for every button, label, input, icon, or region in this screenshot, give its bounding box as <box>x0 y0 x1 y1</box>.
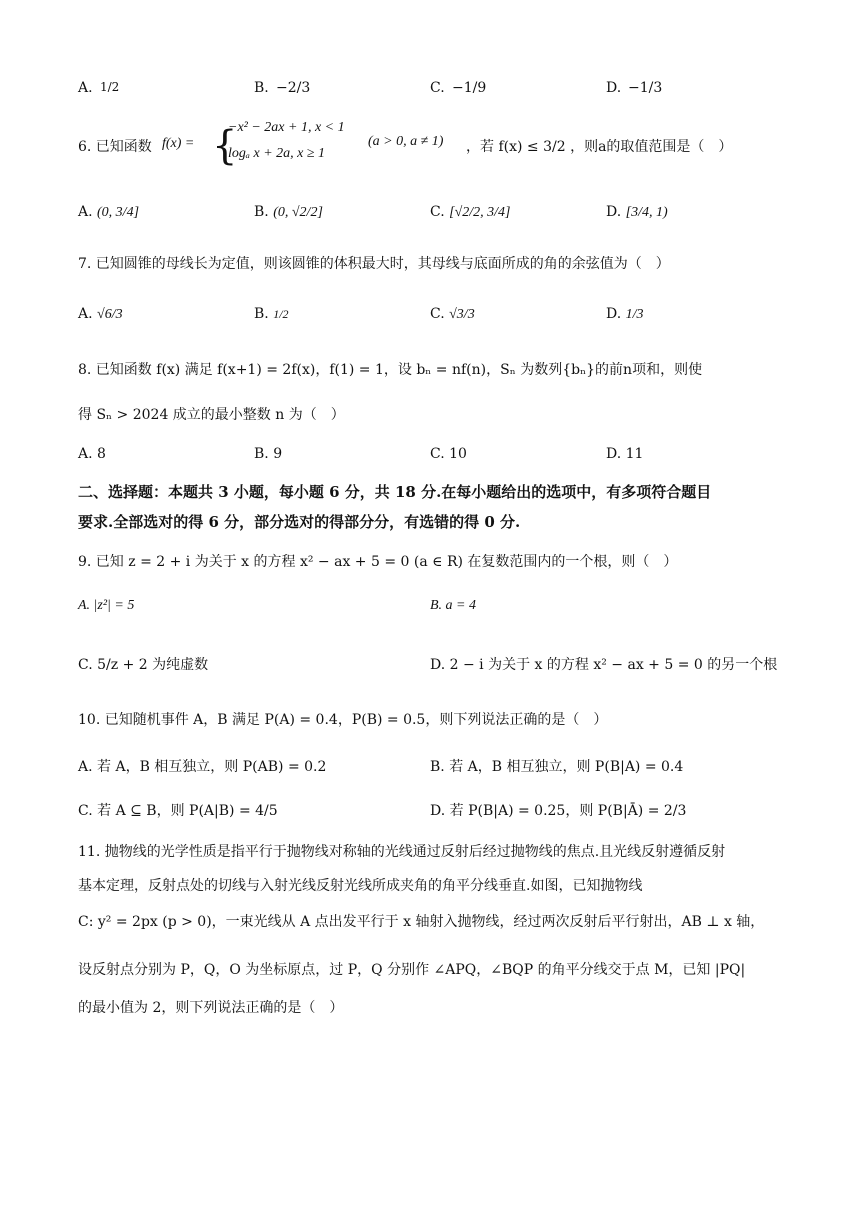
option-a: A. <box>78 80 93 96</box>
q8-option-a-label: A. <box>78 446 93 462</box>
q8-option-c-label: C. <box>430 446 445 462</box>
q6-stem-post: ，若 f(x) ≤ 3/2 ，则a的取值范围是（ ） <box>466 139 733 155</box>
q6-option-b <box>254 204 323 221</box>
q9-option-b: B. a = 4 <box>430 598 476 613</box>
q6-option-b-label: B. <box>254 204 269 220</box>
q8-option-a <box>78 446 106 462</box>
q8-stem-line-2: 得 Sₙ > 2024 成立的最小整数 n 为（ ） <box>78 407 345 423</box>
q7-option-c <box>430 306 475 323</box>
option-b: B. <box>254 80 269 96</box>
q7-stem: 7. 已知圆锥的母线长为定值，则该圆锥的体积最大时，其母线与底面所成的角的余弦值为（ ） <box>78 256 670 272</box>
q6-option-a-label: A. <box>78 204 93 220</box>
q11-line-1: 11. 抛物线的光学性质是指平行于抛物线对称轴的光线通过反射后经过抛物线的焦点.且光线反射遵循反射 <box>78 844 726 860</box>
q10-option-b: B. 若 A，B 相互独立，则 P(B|A) = 0.4 <box>430 759 684 775</box>
q6-option-c-label: C. <box>430 204 445 220</box>
q9-stem: 9. 已知 z = 2 + i 为关于 x 的方程 x² − ax + 5 = 0 (a ∈ R) 在复数范围内的一个根，则（ ） <box>78 554 678 570</box>
q7-option-b <box>254 306 289 322</box>
q8-option-b-value: 9 <box>273 446 283 462</box>
q11-line-5: 的最小值为 2，则下列说法正确的是（ ） <box>78 1000 344 1016</box>
q8-option-c-value: 10 <box>449 446 467 462</box>
section-2-line-2: 要求.全部选对的得 6 分，部分选对的得部分分，有选错的得 0 分. <box>78 513 521 531</box>
q10-stem: 10. 已知随机事件 A，B 满足 P(A) = 0.4，P(B) = 0.5，则下列说法正确的是（ ） <box>78 712 608 728</box>
q7-option-b-value: 1/2 <box>273 307 289 321</box>
q10-option-d: D. 若 P(B|A) = 0.25，则 P(B|Ā) = 2/3 <box>430 803 687 819</box>
q7-option-d-value: 1/3 <box>625 307 644 322</box>
q6-piece-1: −x² − 2ax + 1, x < 1 <box>228 120 345 135</box>
q11-line-2: 基本定理，反射点处的切线与入射光线反射光线所成夹角的角平分线垂直.如图，已知抛物线 <box>78 878 643 894</box>
q6-option-c <box>430 204 510 221</box>
q10-option-c: C. 若 A ⊆ B，则 P(A|B) = 4/5 <box>78 803 278 819</box>
q9-option-d: D. 2 − i 为关于 x 的方程 x² − ax + 5 = 0 的另一个根 <box>430 657 778 673</box>
q8-option-d-label: D. <box>606 446 622 462</box>
q8-option-b-label: B. <box>254 446 269 462</box>
q8-option-b <box>254 446 282 462</box>
q6-brace: { <box>212 123 238 169</box>
q6-option-c-value: [√2/2, 3/4] <box>449 205 511 220</box>
q8-option-d-value: 11 <box>625 446 644 462</box>
option-d-value: −1/3 <box>628 80 663 96</box>
q7-option-a <box>78 306 123 323</box>
q6-condition: (a > 0, a ≠ 1) <box>368 134 444 149</box>
option-c: C. <box>430 80 445 96</box>
q8-option-d <box>606 446 643 462</box>
q6-option-b-value: (0, √2/2] <box>273 205 323 220</box>
q10-option-a: A. 若 A，B 相互独立，则 P(AB) = 0.2 <box>78 759 327 775</box>
q7-option-c-value: √3/3 <box>449 307 475 322</box>
q9-option-c: C. 5/z + 2 为纯虚数 <box>78 657 209 673</box>
q6-stem-pre: 6. 已知函数 <box>78 139 152 155</box>
section-2-line-1: 二、选择题：本题共 3 小题，每小题 6 分，共 18 分.在每小题给出的选项中，有多项符合题目 <box>78 483 712 501</box>
q6-option-d <box>606 204 668 221</box>
q11-line-3: C: y² = 2px (p > 0)，一束光线从 A 点出发平行于 x 轴射入抛物线，经过两次反射后平行射出，AB ⊥ x 轴， <box>78 914 765 930</box>
q7-option-b-label: B. <box>254 306 269 322</box>
option-d: D. <box>606 80 622 96</box>
q6-option-d-value: [3/4, 1) <box>625 205 668 220</box>
q6-piece-2: logₐ x + 2a, x ≥ 1 <box>228 146 326 161</box>
q6-option-a-value: (0, 3/4] <box>97 205 140 220</box>
q6-option-a <box>78 204 139 221</box>
q7-option-d-label: D. <box>606 306 622 322</box>
q7-option-c-label: C. <box>430 306 445 322</box>
q9-option-a: A. |z²| = 5 <box>78 598 135 613</box>
option-c-value: −1/9 <box>452 80 487 96</box>
q7-option-a-label: A. <box>78 306 93 322</box>
q8-option-a-value: 8 <box>97 446 106 462</box>
q11-line-4: 设反射点分别为 P，Q，O 为坐标原点，过 P，Q 分别作 ∠APQ，∠BQP 的角平分线交于点 M，已知 |PQ| <box>78 962 746 978</box>
q6-function-label: f(x) = <box>162 136 195 151</box>
q7-option-d <box>606 306 644 323</box>
q7-option-a-value: √6/3 <box>97 307 123 322</box>
q8-option-c <box>430 446 467 462</box>
option-a-value: 1/2 <box>100 80 120 94</box>
q8-stem-line-1: 8. 已知函数 f(x) 满足 f(x+1) = 2f(x)，f(1) = 1，设 bₙ = nf(n)，Sₙ 为数列{bₙ}的前n项和，则使 <box>78 362 703 378</box>
q6-option-d-label: D. <box>606 204 622 220</box>
option-b-value: −2/3 <box>276 80 311 96</box>
